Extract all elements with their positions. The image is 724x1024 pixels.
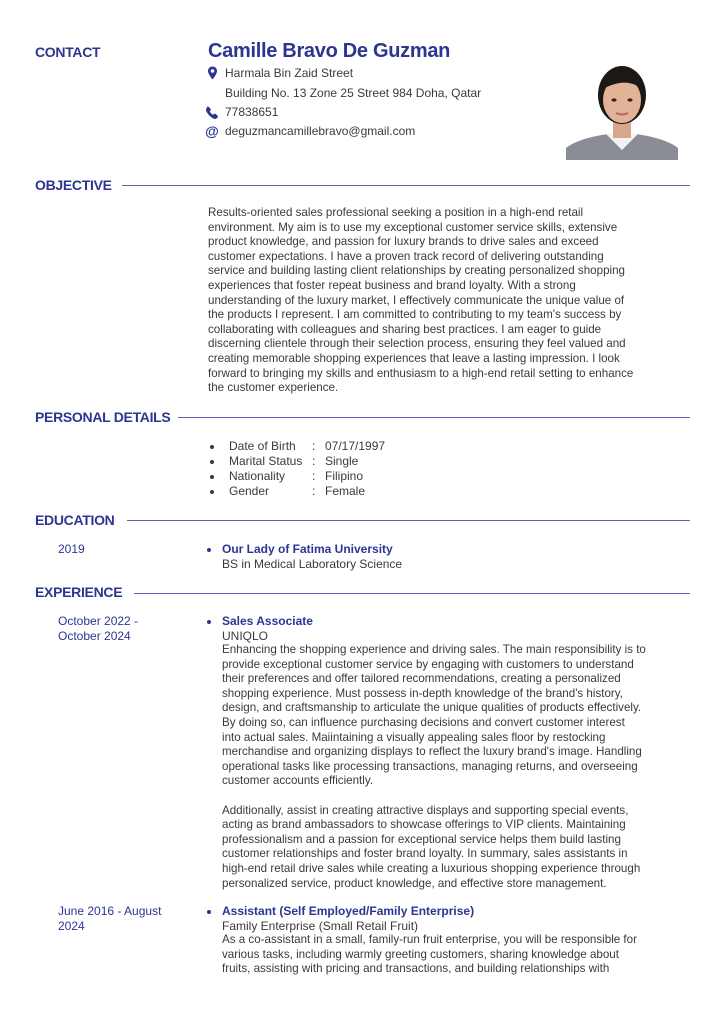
- list-bullet: [210, 490, 214, 494]
- experience-description-2: As a co-assistant in a small, family-run fruit enterprise, you will be responsible for various tasks, including warmly greeting customers, sharing knowledge about fruits, assisting with pricing and transactions, and building relationships with: [222, 933, 637, 976]
- pd-separator: :: [312, 484, 316, 498]
- list-bullet: [210, 460, 214, 464]
- pd-value-gender: Female: [325, 484, 366, 498]
- pd-label-gender: Gender: [229, 484, 270, 498]
- at-sign-icon: @: [205, 123, 219, 139]
- experience-heading: EXPERIENCE: [35, 584, 123, 600]
- personal-details-rule: [178, 417, 690, 418]
- experience-description-1: Enhancing the shopping experience and driving sales. The main responsibility is to provide exceptional customer service by engaging with customers to understand their preferences and offer tailored recommendations, creating a personalized shopping experience. Must possess in-depth knowledge of the brand's history, design, and craftsmanship to articulate the unique qualities of products effectively. By doing so, can influence purchasing decisions and convert customer interest into actual sales. Maiintaining a visually appealing sales floor by restocking merchandise and organizing displays to reflect the luxury brand's image. Handling operational tasks like processing transactions, managing returns, and overseeing customer accounts efficiently. Additionally, assist in creating attractive displays and supporting special events, acting as brand ambassadors to showcase offerings to VIP clients. Maintaining professionalism and a passion for exceptional service helps them build lasting customer relationships and foster brand loyalty. In summary, sales assistants in high-end retail drive sales while creating a luxurious shopping experience through personalized service, product knowledge, and effective store management.: [222, 643, 646, 890]
- objective-rule: [122, 185, 690, 186]
- pd-value-marital: Single: [325, 454, 359, 468]
- education-degree: BS in Medical Laboratory Science: [222, 557, 403, 571]
- email-address: deguzmancamillebravo@gmail.com: [225, 124, 416, 138]
- education-heading: EDUCATION: [35, 512, 115, 528]
- experience-company-2: Family Enterprise (Small Retail Fruit): [222, 919, 419, 933]
- pd-label-nationality: Nationality: [229, 469, 286, 483]
- list-bullet: [210, 475, 214, 479]
- list-bullet: [210, 445, 214, 449]
- pd-separator: :: [312, 454, 316, 468]
- experience-date-2: June 2016 - August 2024: [58, 904, 162, 933]
- objective-text: Results-oriented sales professional seeking a position in a high-end retail environment. My aim is to use my exceptional customer service skills, extensive product knowledge, and passion for luxury brands to drive sales and exceed customer expectations. I have a proven track record of delivering outstanding service and building lasting client relationships by creating personalized shopping experiences that foster repeat business and brand loyalty. With a strong understanding of the luxury market, I effectively communicate the unique value of the products I represent. I am committed to contributing to my team's success by collaborating with colleagues and sharing best practices. I am eager to guide discerning clientele through their selection process, ensuring they feel valued and creating memorable shopping experiences that leave a lasting impression. I look forward to bringing my skills and enthusiasm to a high-end retail setting to enhance the customer experience.: [208, 206, 634, 395]
- address-line-1: Harmala Bin Zaid Street: [225, 66, 354, 80]
- experience-rule: [134, 593, 690, 594]
- phone-number: 77838651: [225, 105, 279, 119]
- personal-details-heading: PERSONAL DETAILS: [35, 409, 171, 425]
- objective-heading: OBJECTIVE: [35, 177, 112, 193]
- profile-photo: [566, 50, 678, 160]
- pd-label-dob: Date of Birth: [229, 439, 296, 453]
- experience-company-1: UNIQLO: [222, 629, 269, 643]
- map-pin-icon: [205, 66, 219, 80]
- experience-role-1: Sales Associate: [222, 614, 313, 628]
- pd-label-marital: Marital Status: [229, 454, 303, 468]
- pd-separator: :: [312, 469, 316, 483]
- list-bullet: [207, 910, 211, 914]
- experience-role-2: Assistant (Self Employed/Family Enterprise): [222, 904, 475, 918]
- experience-date-1: October 2022 - October 2024: [58, 614, 139, 643]
- pd-value-nationality: Filipino: [325, 469, 364, 483]
- education-school: Our Lady of Fatima University: [222, 542, 393, 556]
- list-bullet: [207, 620, 211, 624]
- education-rule: [127, 520, 690, 521]
- candidate-name: Camille Bravo De Guzman: [208, 40, 451, 62]
- education-date: 2019: [58, 542, 85, 556]
- list-bullet: [207, 548, 211, 552]
- pd-separator: :: [312, 439, 316, 453]
- phone-icon: [205, 105, 219, 119]
- pd-value-dob: 07/17/1997: [325, 439, 386, 453]
- address-line-2: Building No. 13 Zone 25 Street 984 Doha, Qatar: [225, 86, 482, 100]
- contact-heading: CONTACT: [35, 44, 101, 60]
